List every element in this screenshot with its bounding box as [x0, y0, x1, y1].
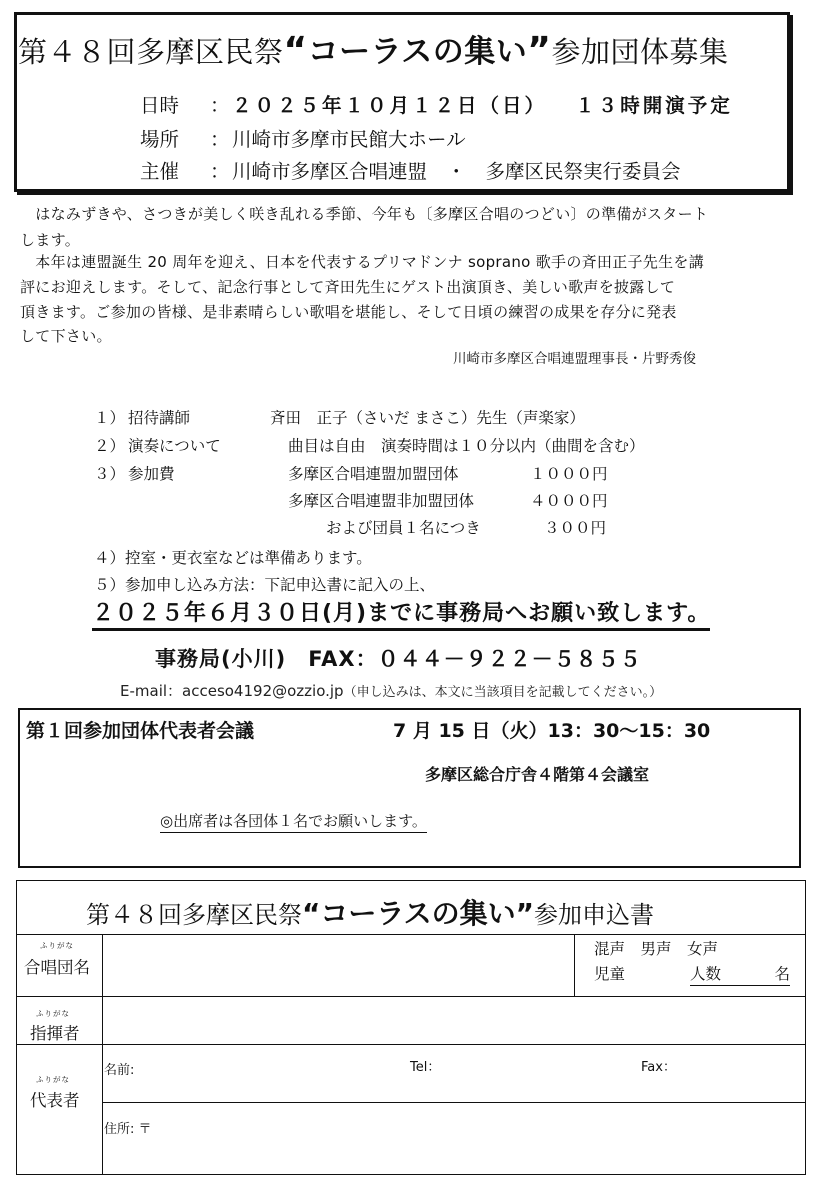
title-suffix: 参加団体募集	[551, 35, 729, 69]
fee-3-label: および団員１名につき	[326, 519, 481, 537]
intro-line: 頂きます。ご参加の皆様、是非素晴らしい歌唱を堪能し、そして日頃の練習の成果を存分に発表	[20, 303, 677, 321]
place-sep: ：	[210, 128, 230, 151]
conductor-label: 指揮者	[30, 1024, 80, 1043]
title-quote-open: “	[283, 30, 308, 71]
fee-2-label: 多摩区合唱連盟非加盟団体	[288, 492, 475, 510]
rep-name-field[interactable]: 名前:	[104, 1063, 135, 1078]
intro-line: します。	[20, 231, 81, 249]
item-1-num: １）	[94, 409, 126, 427]
fee-1-value: １０００円	[530, 465, 608, 483]
title-event: コーラスの集い	[307, 34, 528, 70]
host-sep: ：	[210, 160, 230, 183]
headcount-label: 人数	[690, 965, 722, 983]
date-value: ２０２５年１０月１２日（日）	[232, 94, 548, 117]
chorus-type-options[interactable]: 混声 男声 女声	[594, 940, 719, 958]
deadline: ２０２５年６月３０日(月)までに事務局へお願い致します。	[92, 596, 710, 631]
item-1-value: 斉田 正子（さいだ まさこ）先生（声楽家）	[270, 409, 585, 427]
date-row	[140, 90, 733, 118]
fee-2-value: ４０００円	[530, 492, 608, 510]
group-name-input[interactable]	[104, 936, 572, 994]
intro-line: はなみずきや、さつきが美しく咲き乱れる季節、今年も〔多摩区合唱のつどい〕の準備がスタート	[20, 205, 709, 223]
office-fax: 事務局(小川) FAX：０４４－９２２－５８５５	[155, 647, 642, 671]
fee-3-value: ３００円	[544, 519, 607, 537]
rep-fax-field[interactable]: Fax：	[641, 1060, 676, 1075]
meeting-title: 第１回参加団体代表者会議	[26, 720, 255, 742]
signature: 川崎市多摩区合唱連盟理事長・片野秀俊	[453, 351, 696, 367]
representative-ruby: ふりがな	[36, 1075, 70, 1084]
place-row	[140, 124, 466, 152]
form-divider	[102, 1102, 806, 1103]
meeting-note: ◎出席者は各団体１名でお願いします。	[160, 810, 427, 833]
form-title-prefix: 第４８回多摩区民祭	[86, 901, 302, 929]
date-label: 日時	[140, 94, 180, 117]
conductor-input[interactable]	[104, 998, 804, 1042]
rep-tel-field[interactable]: Tel：	[410, 1060, 441, 1075]
item-2-num: ２）	[94, 437, 126, 455]
form-divider	[16, 1044, 806, 1045]
form-title-quote-close: ”	[515, 897, 534, 930]
item-1-label: 招待講師	[128, 409, 191, 427]
title-prefix: 第４８回多摩区民祭	[18, 35, 284, 69]
representative-label: 代表者	[30, 1091, 80, 1110]
intro-line: して下さい。	[20, 327, 112, 345]
host-label: 主催	[140, 160, 180, 183]
meeting-time: 7 月 15 日（火）13：30～15：30	[393, 720, 711, 742]
intro-line: 評にお迎えします。そして、記念行事として斉田先生にゲスト出演頂き、美しい歌声を披露して	[20, 278, 676, 296]
fee-1-label: 多摩区合唱連盟加盟団体	[288, 465, 459, 483]
form-divider	[16, 934, 806, 935]
date-sep: ：	[210, 94, 230, 117]
host-value: 川崎市多摩区合唱連盟 ・ 多摩区民祭実行委員会	[232, 160, 681, 183]
intro-line: 本年は連盟誕生 20 周年を迎え、日本を代表するプリマドンナ soprano 歌手の斉田正子先生を講	[20, 253, 705, 271]
group-name-label: 合唱団名	[24, 958, 90, 977]
form-divider	[16, 996, 806, 997]
email-line	[120, 680, 662, 701]
item-2-value: 曲目は自由 演奏時間は１０分以内（曲間を含む）	[288, 437, 645, 455]
form-title-quote-open: “	[302, 897, 321, 930]
date-time: １３時開演予定	[575, 94, 733, 117]
item-3-num: ３）	[94, 465, 126, 483]
place-value: 川崎市多摩市民館大ホール	[232, 128, 466, 151]
rep-address-field[interactable]: 住所: 〒	[104, 1122, 152, 1137]
form-title-event: コーラスの集い	[320, 897, 516, 930]
page-title	[18, 26, 728, 71]
meeting-place: 多摩区総合庁舎４階第４会議室	[425, 765, 650, 784]
headcount-unit: 名	[774, 965, 790, 983]
group-name-ruby: ふりがな	[40, 941, 74, 950]
email-note: （申し込みは、本文に当該項目を記載してください。）	[343, 685, 663, 700]
email-address: E-mail：acceso4192@ozzio.jp	[120, 682, 344, 700]
form-column-divider	[102, 934, 103, 1175]
item-2-label: 演奏について	[128, 437, 221, 455]
title-quote-close: ”	[527, 30, 552, 71]
item-5: ５）参加申し込み方法：下記申込書に記入の上、	[94, 576, 436, 594]
children-option[interactable]: 児童	[594, 965, 626, 983]
conductor-ruby: ふりがな	[36, 1009, 70, 1018]
form-column-divider	[574, 934, 575, 996]
place-label: 場所	[140, 128, 180, 151]
form-title	[86, 892, 654, 932]
item-4: ４）控室・更衣室などは準備あります。	[94, 549, 372, 567]
item-3-label: 参加費	[128, 465, 175, 483]
host-row	[140, 156, 681, 184]
headcount-field[interactable]	[690, 962, 790, 986]
form-title-suffix: 参加申込書	[533, 901, 654, 929]
